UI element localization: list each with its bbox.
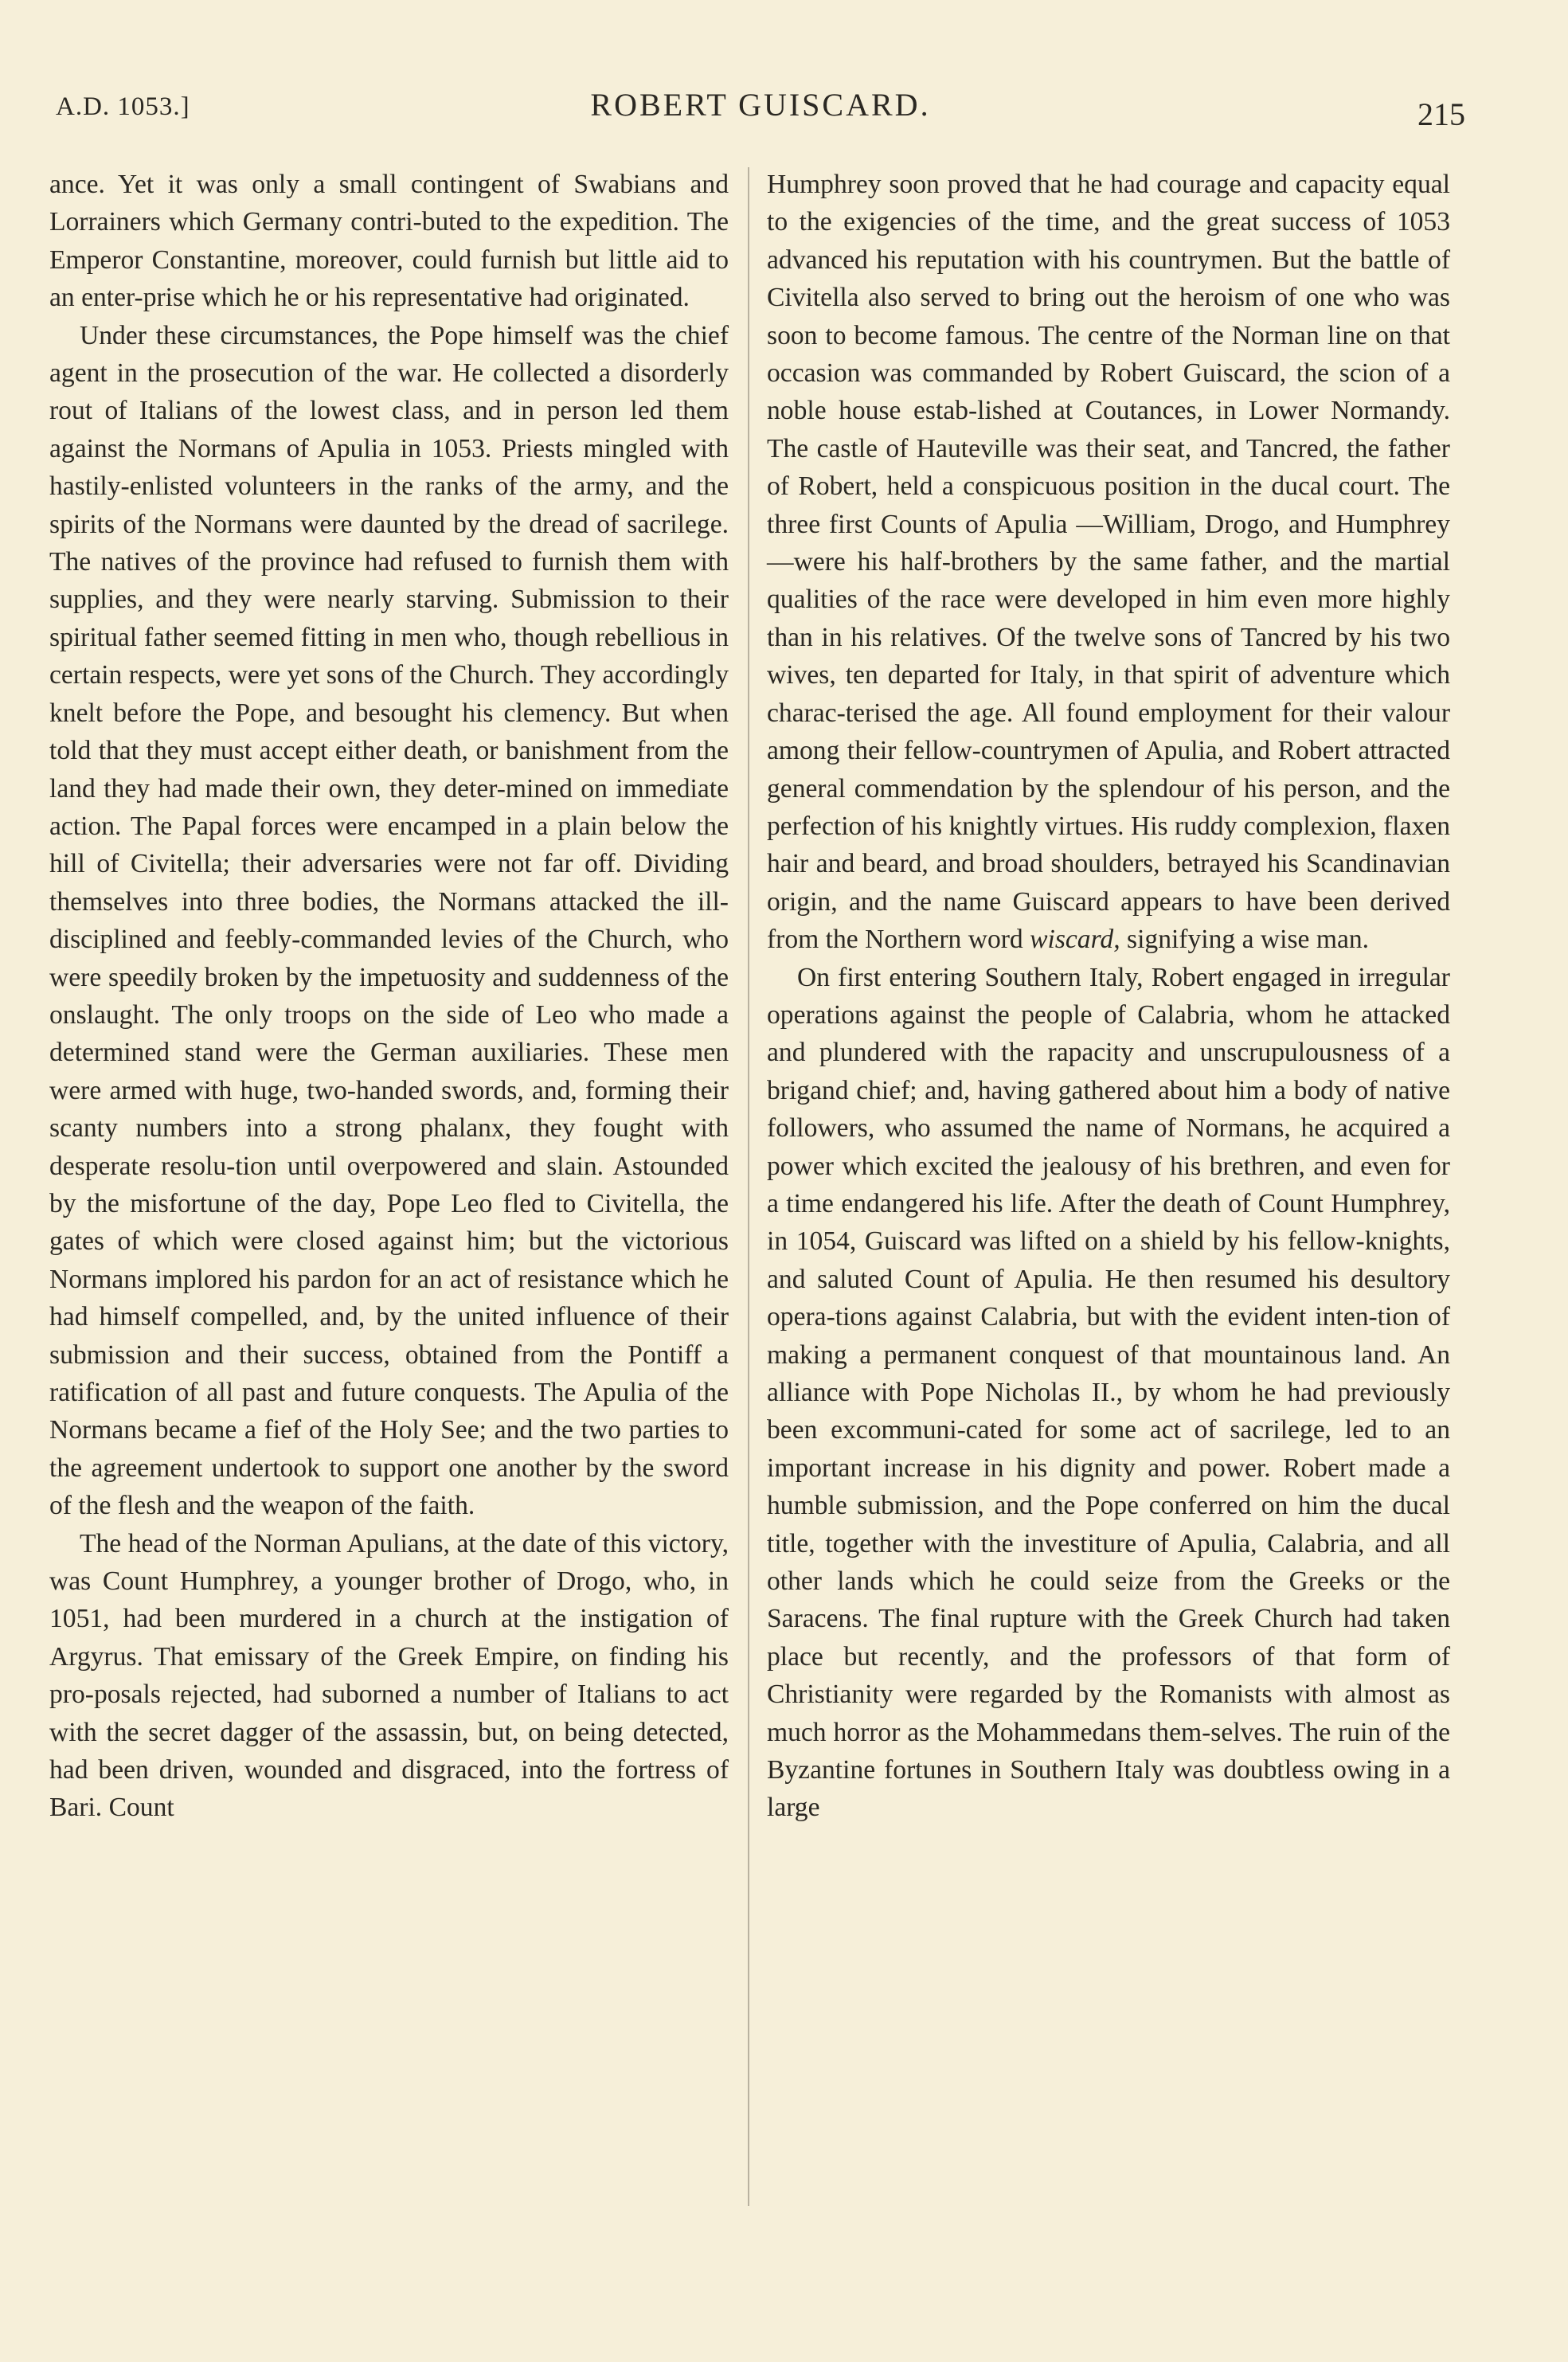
paragraph-text-end: signifying a wise man.: [1120, 925, 1370, 955]
column-divider: [748, 167, 749, 2206]
paragraph-robert-guiscard-origins: [767, 166, 1450, 959]
running-head: [56, 86, 1465, 134]
paragraph-text: Humphrey soon proved that he had courage and capacity equal to the exigencies of the time, and the great success of 1053 advanced his reputation with his countrymen. But the battle of Civitella also served to bring out the heroism of one who was soon to become famous. The centre of the Norman line on that occasion was commanded by Robert Guiscard, the scion of a noble house estab-lished at Coutances, in Lower Normandy. The castle of Hauteville was their seat, and Tancred, the father of Robert, held a conspicuous position in the ducal court. The three first Counts of Apulia —William, Drogo, and Humphrey—were his half-brothers by the same father, and the martial qualities of the race were developed in him even more highly than in his relatives. Of the twelve sons of Tancred by his two wives, ten departed for Italy, in that spirit of adventure which charac-terised the age. All found employment for their valour among their fellow-countrymen of Apulia, and Robert attracted general commendation by the splendour of his person, and the perfection of his knightly virtues. His ruddy complexion, flaxen hair and beard, and broad shoulders, betrayed his Scandinavian origin, and the name Guiscard appears to have been derived from the Northern word: [767, 170, 1450, 955]
paragraph-continuation: ance. Yet it was only a small contingent of Swabians and Lorrainers which Germany contri-buted to the expedition. The Emperor Constantine, moreover, could furnish but little aid to an enter-prise which he or his representative had originated.: [49, 170, 729, 313]
page-number: 215: [1417, 96, 1465, 132]
paragraph-southern-italy: On first entering Southern Italy, Robert engaged in irregular operations against the people of Calabria, whom he attacked and plundered with the rapacity and unscrupulousness of a brigand chief; and, having gathered about him a body of native followers, who assumed the name of Normans, he acquired a power which excited the jealousy of his brethren, and even for a time endangered his life. After the death of Count Humphrey, in 1054, Guiscard was lifted on a shield by his fellow-knights, and saluted Count of Apulia. He then resumed his desultory opera-tions against Calabria, but with the evident inten-tion of making a permanent conquest of that mountainous land. An alliance with Pope Nicholas II., by whom he had previously been excommuni-cated for some act of sacrilege, led to an important increase in his dignity and power. Robert made a humble submission, and the Pope conferred on him the ducal title, together with the investiture of Apulia, Calabria, and all other lands which he could seize from the Greeks or the Saracens. The final rupture with the Greek Church had taken place but recently, and the professors of that form of Christianity were regarded by the Romanists with almost as much horror as the Mohammedans them-selves. The ruin of the Byzantine fortunes in Southern Italy was doubtless owing in a large: [767, 962, 1450, 1823]
left-column: [49, 166, 729, 1827]
right-column: [767, 166, 1450, 1827]
paragraph-battle-of-civitella: Under these circumstances, the Pope himself was the chief agent in the prosecution of the war. He collected a disorderly rout of Italians of the lowest class, and in person led them against the Normans of Apulia in 1053. Priests mingled with hastily-enlisted volunteers in the ranks of the army, and the spirits of the Normans were daunted by the dread of sacrilege. The natives of the province had refused to furnish them with supplies, and they were nearly starving. Submission to their spiritual father seemed fitting in men who, though rebellious in certain respects, were yet sons of the Church. They accordingly knelt before the Pope, and besought his clemency. But when told that they must accept either death, or banishment from the land they had made their own, they deter-mined on immediate action. The Papal forces were encamped in a plain below the hill of Civitella; their adversaries were not far off. Dividing themselves into three bodies, the Normans attacked the ill-disciplined and feebly-commanded levies of the Church, who were speedily broken by the impetuosity and suddenness of the onslaught. The only troops on the side of Leo who made a determined stand were the German auxiliaries. These men were armed with huge, two-handed swords, and, forming their scanty numbers into a strong phalanx, they fought with desperate resolu-tion until overpowered and slain. Astounded by the misfortune of the day, Pope Leo fled to Civitella, the gates of which were closed against him; but the victorious Normans implored his pardon for an act of resistance which he had himself compelled, and, by the united influence of their submission and their success, obtained from the Pontiff a ratification of all past and future conquests. The Apulia of the Normans became a fief of the Holy See; and the two parties to the agreement undertook to support one another by the sword of the flesh and the weapon of the faith.: [49, 320, 729, 1521]
header-date: A.D. 1053.]: [56, 92, 190, 121]
italic-word: wiscard,: [1030, 925, 1120, 955]
paragraph-count-humphrey: The head of the Norman Apulians, at the date of this victory, was Count Humphrey, a younger brother of Drogo, who, in 1051, had been murdered in a church at the instigation of Argyrus. That emissary of the Greek Empire, on finding his pro-posals rejected, had suborned a number of Italians to act with the secret dagger of the assassin, but, on being detected, had been driven, wounded and disgraced, into the fortress of Bari. Count: [49, 1528, 729, 1823]
header-title: ROBERT GUISCARD.: [590, 87, 931, 123]
